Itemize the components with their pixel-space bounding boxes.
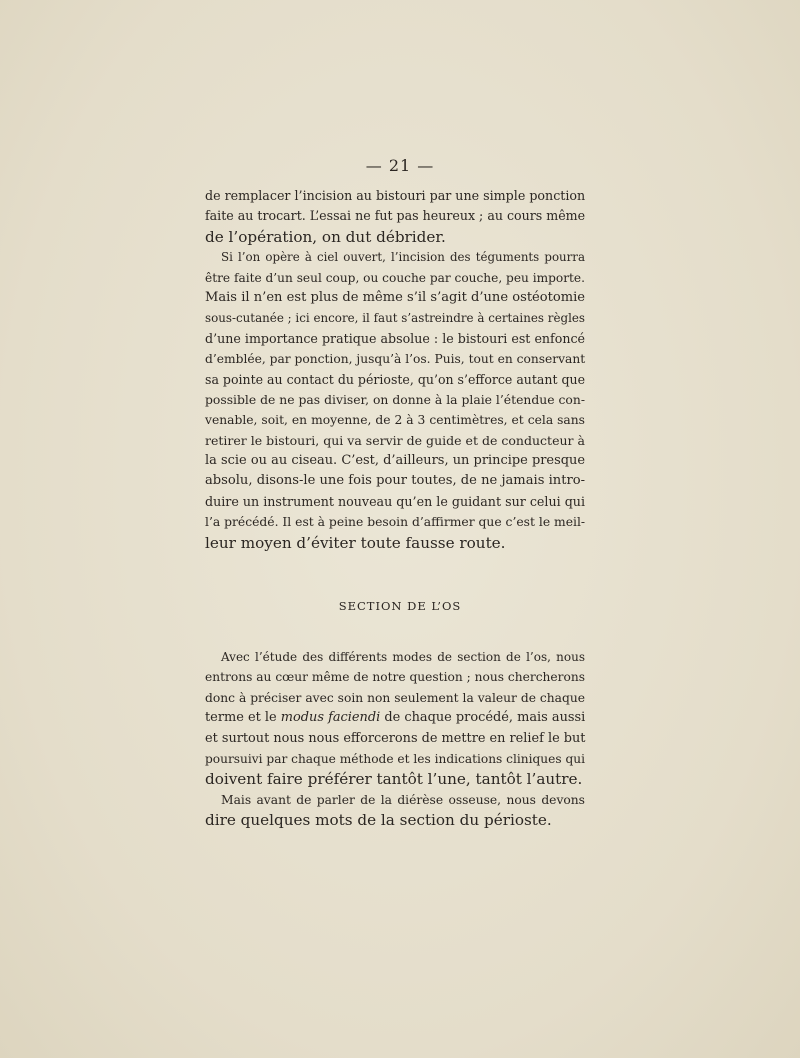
text-line: Avec l’étude des différents modes de section de l’os, nous [221,650,585,664]
text-line: d’une importance pratique absolue : le bistouri est enfoncé [205,330,585,346]
text-line: Mais avant de parler de la diérèse osseuse, nous devons [221,792,585,807]
page-number: — 21 — [365,156,435,175]
text-segment: de chaque procédé, mais aussi [380,710,586,726]
text-block-top [205,186,585,553]
text-line: l’a précédé. Il est à peine besoin d’affirmer que c’est le meil- [205,515,586,530]
text-line: entrons au cœur même de notre question ; nous chercherons [205,670,585,685]
text-line: possible de ne pas diviser, on donne à la plaie l’étendue con- [205,392,585,407]
text-block-bottom [205,647,585,831]
text-line: donc à préciser avec soin non seulement la valeur de chaque [205,690,585,705]
paragraph [205,790,585,831]
text-line: doivent faire préférer tantôt l’une, tantôt l’autre. [205,770,583,789]
text-line: poursuivi par chaque méthode et les indications cliniques qui [205,751,585,766]
section-heading: SECTION DE L’OS [338,599,462,613]
text-line: et surtout nous nous efforcerons de mettre en relief le but [205,730,586,746]
paragraph [205,647,585,790]
text-line: sa pointe au contact du périoste, qu’on s’efforce autant que [205,371,586,387]
text-line-with-italic [205,708,585,728]
text-line: duire un instrument nouveau qu’en le guidant sur celui qui [205,493,585,509]
text-line: Mais il n’en est plus de même s’il s’agit d’une ostéotomie [205,289,585,305]
text-line: faite au trocart. L’essai ne fut pas heureux ; au cours même [205,208,586,224]
text-line: la scie ou au ciseau. C’est, d’ailleurs, un principe presque [205,453,585,469]
text-line: venable, soit, en moyenne, de 2 à 3 centimètres, et cela sans [205,413,585,428]
paragraph [205,186,585,247]
italic-phrase: modus faciendi [280,710,381,726]
text-line: retirer le bistouri, qui va servir de guide et de conducteur à [205,432,585,448]
paragraph [205,247,585,553]
text-line: leur moyen d’éviter toute fausse route. [205,533,506,552]
text-line: de l’opération, on dut débrider. [205,227,446,246]
text-line: sous-cutanée ; ici encore, il faut s’astreindre à certaines règles [205,311,585,326]
text-line: Si l’on opère à ciel ouvert, l’incision des téguments pourra [221,250,585,265]
text-line: dire quelques mots de la section du périoste. [205,811,552,830]
text-segment: terme et le [205,710,281,726]
text-line: absolu, disons-le une fois pour toutes, de ne jamais intro- [205,473,585,489]
text-line: être faite d’un seul coup, ou couche par couche, peu importe. [205,270,585,285]
text-line: d’emblée, par ponction, jusqu’à l’os. Puis, tout en conservant [205,352,586,367]
text-line: de remplacer l’incision au bistouri par une simple ponction [205,188,586,203]
